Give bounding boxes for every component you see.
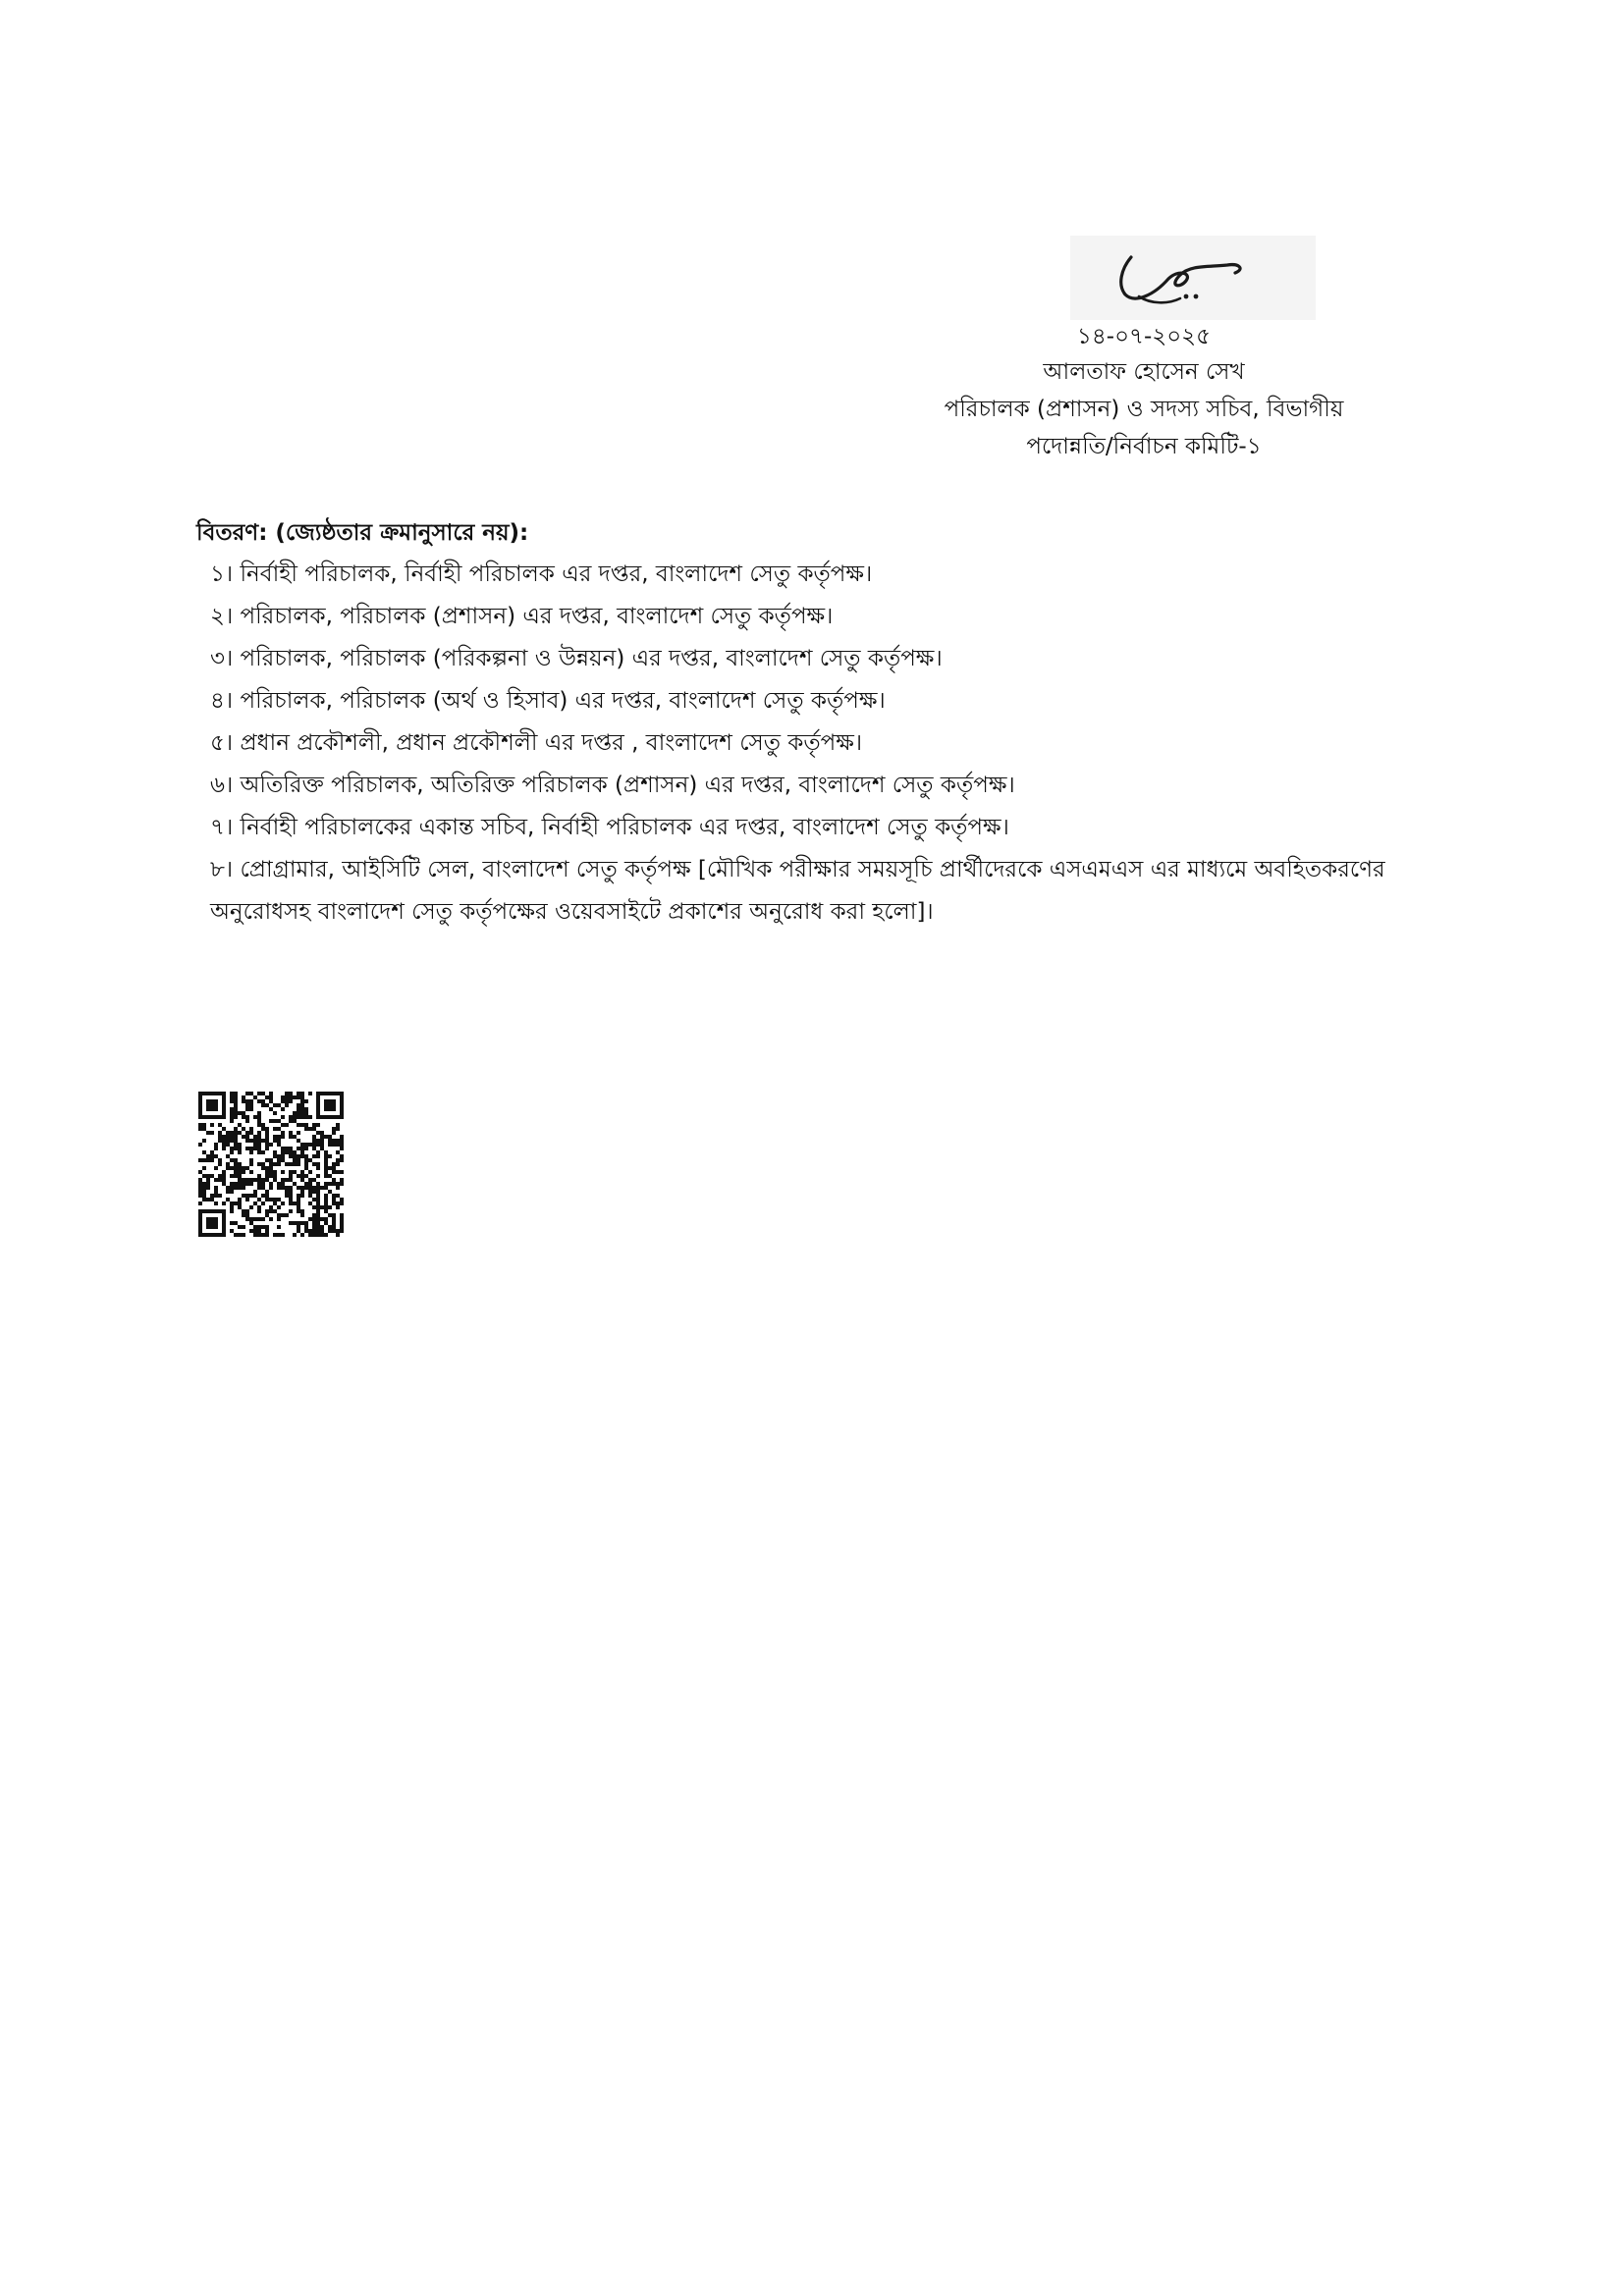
distribution-item: ৩। পরিচালক, পরিচালক (পরিকল্পনা ও উন্নয়ন) এর দপ্তর, বাংলাদেশ সেতু কর্তৃপক্ষ।	[210, 646, 943, 671]
distribution-item: ৬। অতিরিক্ত পরিচালক, অতিরিক্ত পরিচালক (প্রশাসন) এর দপ্তর, বাংলাদেশ সেতু কর্তৃপক্ষ।	[210, 773, 1015, 798]
distribution-list	[210, 554, 1447, 934]
signatory-committee: পদোন্নতি/নির্বাচন কমিটি-১	[1026, 434, 1262, 459]
signature-date: ১৪-০৭-২০২৫	[1076, 324, 1212, 349]
distribution-item: ২। পরিচালক, পরিচালক (প্রশাসন) এর দপ্তর, বাংলাদেশ সেতু কর্তৃপক্ষ।	[210, 604, 834, 629]
signatory-designation: পরিচালক (প্রশাসন) ও সদস্য সচিব, বিভাগীয়	[944, 397, 1344, 422]
signature-image	[1070, 236, 1316, 320]
distribution-heading: বিতরণ: (জ্যেষ্ঠতার ক্রমানুসারে নয়):	[196, 520, 529, 546]
qr-code-icon	[198, 1092, 344, 1237]
distribution-item: ৭। নির্বাহী পরিচালকের একান্ত সচিব, নির্বাহী পরিচালক এর দপ্তর, বাংলাদেশ সেতু কর্তৃপক্ষ।	[210, 815, 1009, 840]
distribution-item: ১। নির্বাহী পরিচালক, নির্বাহী পরিচালক এর দপ্তর, বাংলাদেশ সেতু কর্তৃপক্ষ।	[210, 561, 873, 587]
distribution-item: ৫। প্রধান প্রকৌশলী, প্রধান প্রকৌশলী এর দপ্তর , বাংলাদেশ সেতু কর্তৃপক্ষ।	[210, 730, 863, 756]
distribution-item: ৮। প্রোগ্রামার, আইসিটি সেল, বাংলাদেশ সেতু কর্তৃপক্ষ [মৌখিক পরীক্ষার সময়সূচি প্রার্থীদেরকে এসএমএস এর মাধ্যমে অবহিতকরণের অনুরোধসহ বাংলাদেশ সেতু কর্তৃপক্ষের ওয়েবসাইটে প্রকাশের অনুরোধ করা হলো]।	[210, 857, 1385, 925]
distribution-item: ৪। পরিচালক, পরিচালক (অর্থ ও হিসাব) এর দপ্তর, বাংলাদেশ সেতু কর্তৃপক্ষ।	[210, 688, 886, 714]
signatory-name: আলতাফ হোসেন সেখ	[1043, 359, 1245, 385]
